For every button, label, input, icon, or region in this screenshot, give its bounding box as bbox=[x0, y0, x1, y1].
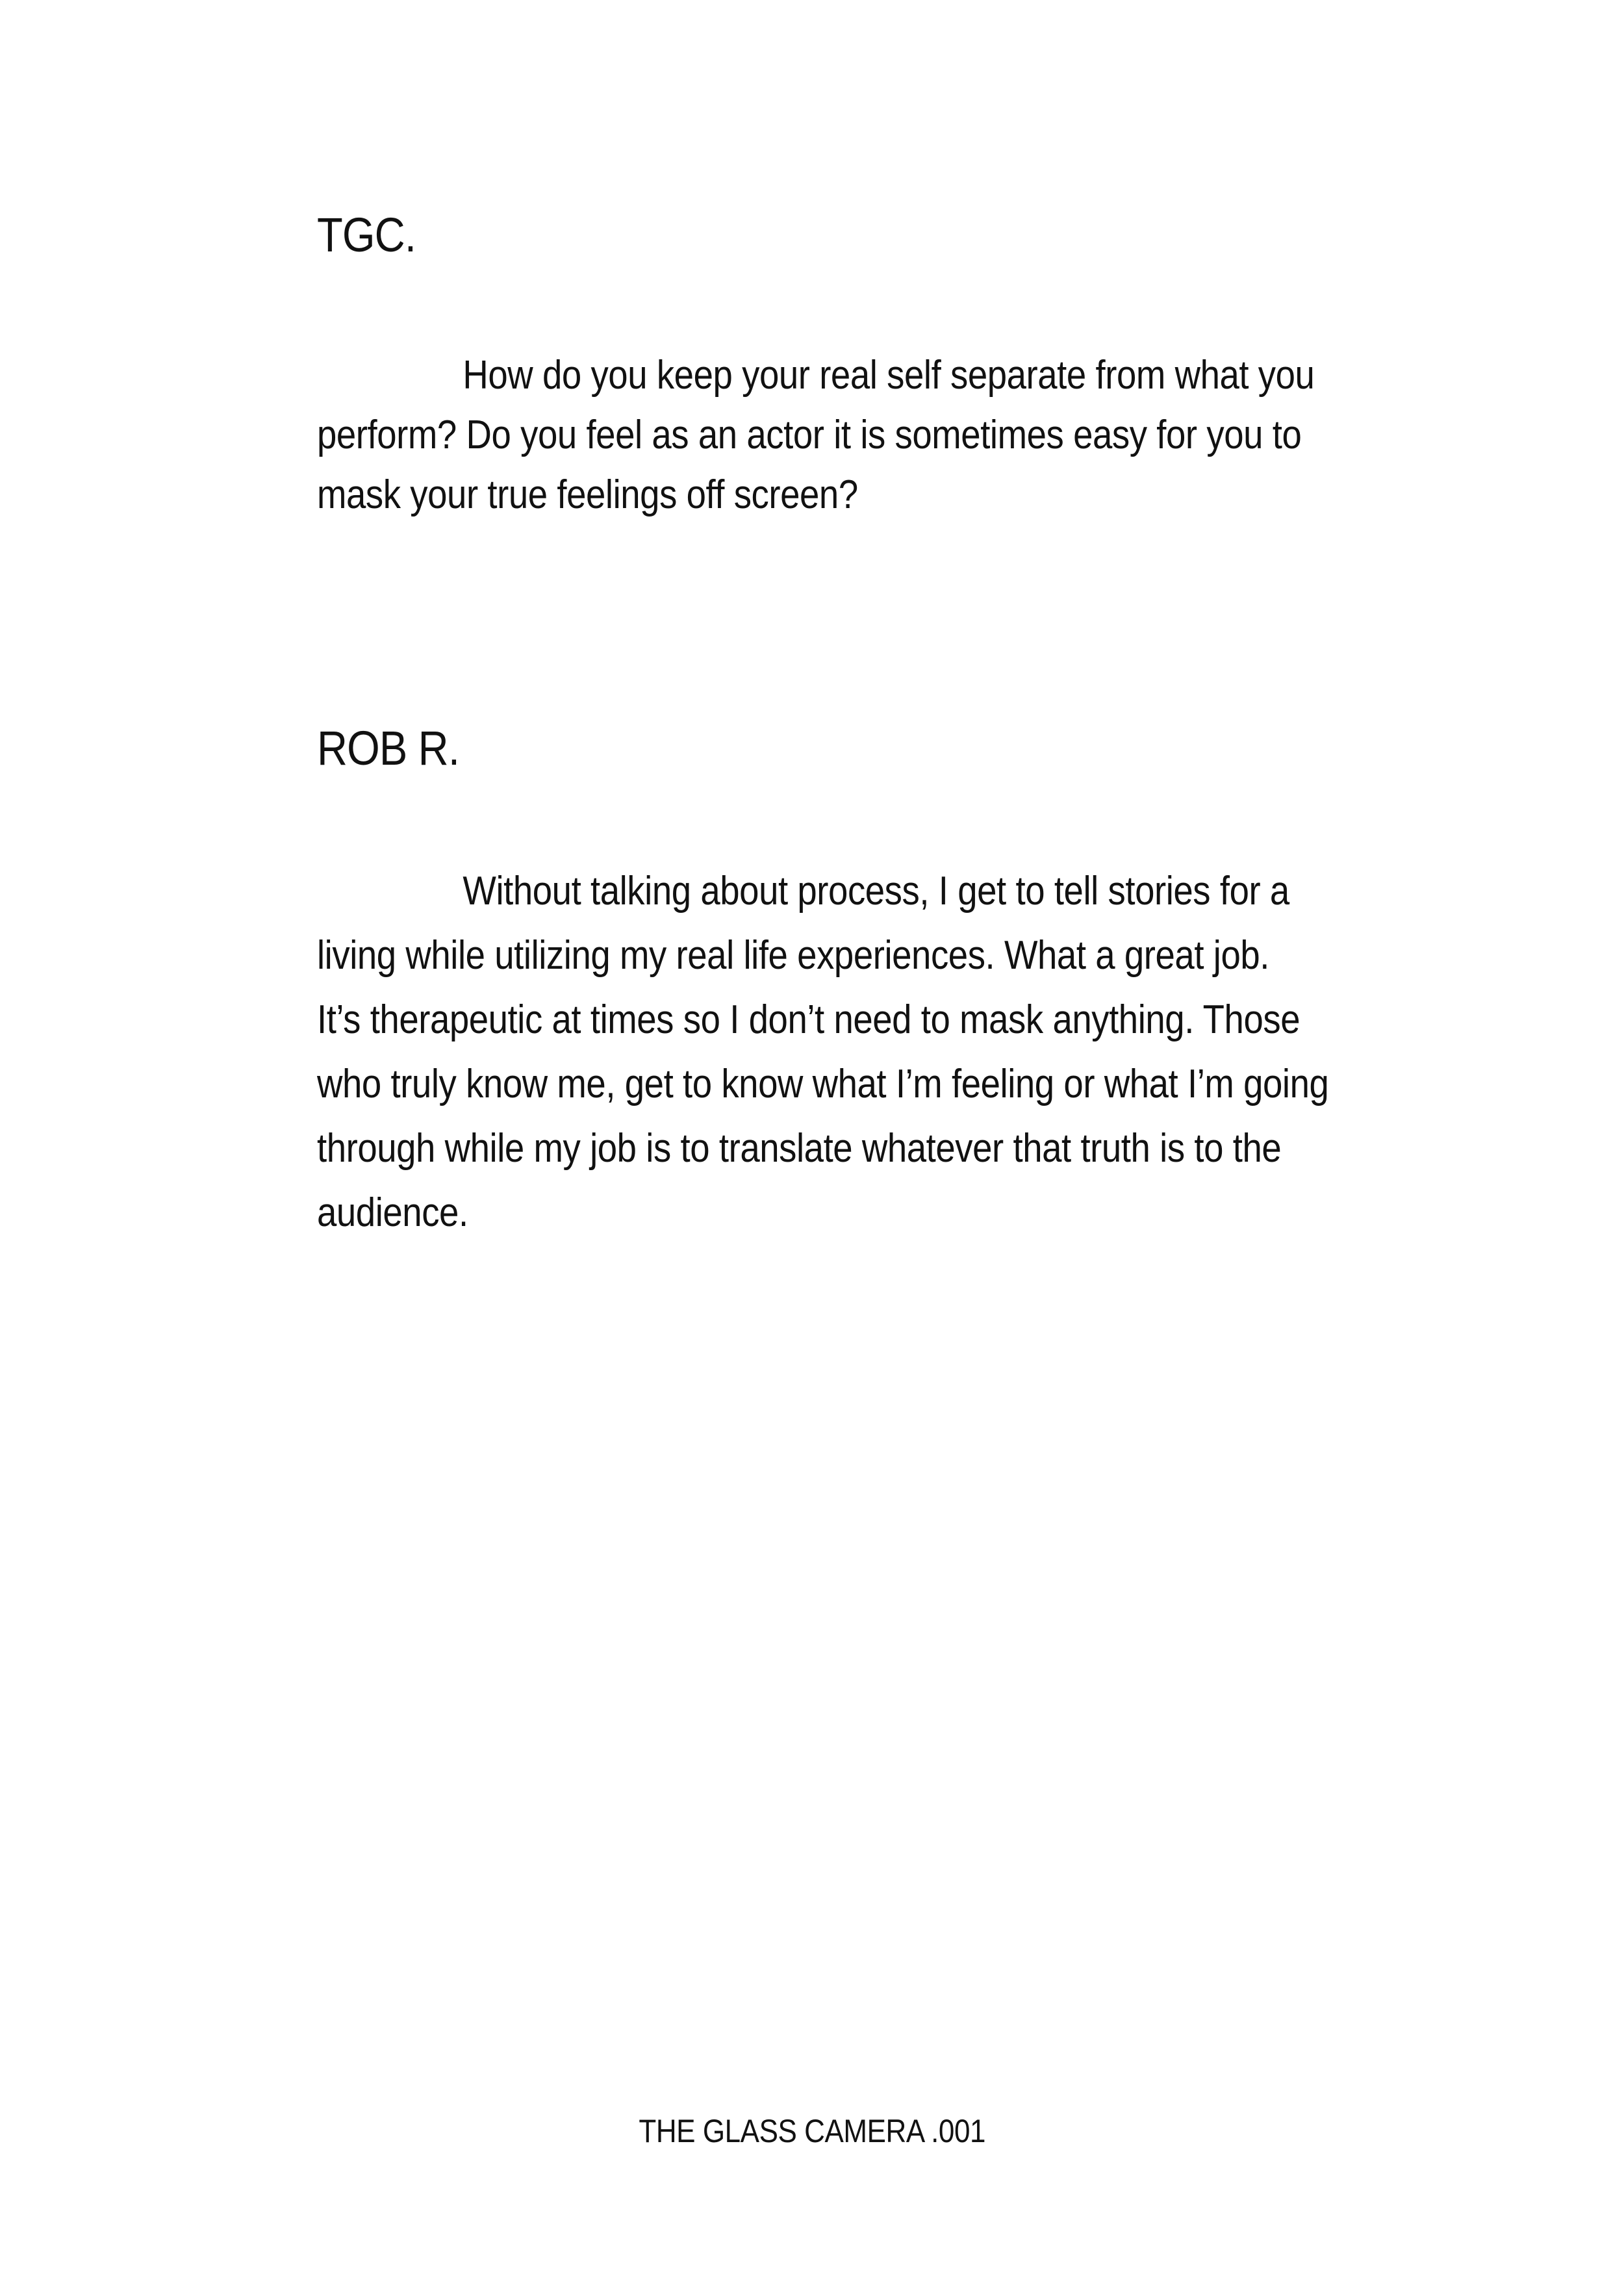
question-line-3: mask your true feelings off screen? bbox=[317, 472, 858, 517]
answer-line-1: Without talking about process, I get to tell stories for a bbox=[463, 869, 1289, 913]
speaker-label-interviewee: ROB R. bbox=[317, 721, 460, 775]
question-line-1: How do you keep your real self separate from what you bbox=[463, 353, 1315, 398]
question-line-2: perform? Do you feel as an actor it is sometimes easy for you to bbox=[317, 413, 1302, 457]
answer-line-6: audience. bbox=[317, 1190, 468, 1235]
page-footer bbox=[0, 2115, 1624, 2147]
answer-line-2: living while utilizing my real life experiences. What a great job. bbox=[317, 933, 1269, 978]
speaker-label-interviewer: TGC. bbox=[317, 208, 416, 262]
question-text bbox=[317, 346, 1480, 525]
answer-line-3: It’s therapeutic at times so I don’t need to mask anything. Those bbox=[317, 997, 1300, 1042]
answer-text bbox=[317, 859, 1480, 1245]
answer-line-5: through while my job is to translate whatever that truth is to the bbox=[317, 1126, 1282, 1171]
answer-line-4: who truly know me, get to know what I’m feeling or what I’m going bbox=[317, 1062, 1329, 1106]
footer-text: THE GLASS CAMERA .001 bbox=[639, 2113, 985, 2149]
